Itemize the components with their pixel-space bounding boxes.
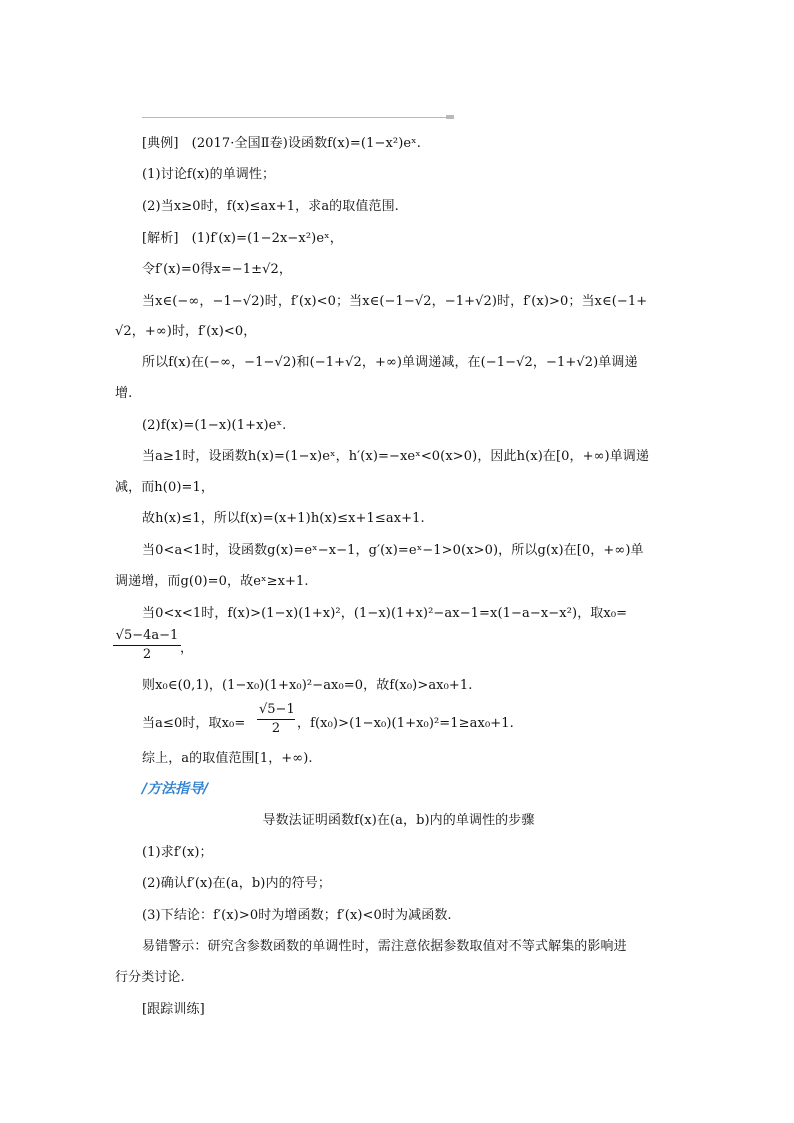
solution-line-10: 故h(x)≤1，所以f(x)=(x+1)h(x)≤x+1≤ax+1. (142, 511, 425, 526)
solution-line-1: [解析] (1)f′(x)=(1−2x−x²)eˣ， (142, 231, 343, 246)
fraction-x0-b (257, 701, 295, 738)
method-step-1: (1)求f′(x)； (142, 845, 213, 860)
solution-line-5: 所以f(x)在(−∞，−1−√2)和(−1+√2，+∞)单调递减，在(−1−√2，−1+√2)单调递 (142, 355, 638, 370)
example-line: [典例] (2017·全国Ⅱ卷)设函数f(x)=(1−x²)eˣ. (142, 136, 422, 151)
method-title: 导数法证明函数f(x)在(a，b)内的单调性的步骤 (262, 813, 535, 828)
warning-line-1: 易错警示：研究含参数函数的单调性时，需注意依据参数取值对不等式解集的影响进 (142, 939, 627, 954)
fraction-denominator: 2 (271, 721, 281, 736)
solution-line-6: 增. (115, 386, 133, 401)
warning-line-2: 行分类讨论. (115, 970, 185, 985)
method-heading: /方法指导/ (142, 781, 209, 797)
solution-line-9: 减，而h(0)=1， (115, 480, 214, 495)
solution-line-2: 令f′(x)=0得x=−1±√2， (142, 262, 292, 277)
solution-line-13: 当0<x<1时，f(x)>(1−x)(1+x)²，(1−x)(1+x)²−ax−1=x(1−a−x−x²)，取x₀= (142, 606, 628, 621)
question-2: (2)当x≥0时，f(x)≤ax+1，求a的取值范围. (142, 199, 399, 214)
fraction-x0-a (113, 627, 181, 664)
top-divider-end (446, 115, 454, 119)
solution-line-8: 当a≥1时，设函数h(x)=(1−x)eˣ，h′(x)=−xeˣ<0(x>0)，因此h(x)在[0，+∞)单调递 (142, 449, 650, 464)
question-1: (1)讨论f(x)的单调性； (142, 167, 276, 182)
fraction-numerator: √5−4a−1 (113, 627, 181, 646)
fraction-numerator: √5−1 (257, 701, 295, 720)
solution-line-12: 调递增，而g(0)=0，故eˣ≥x+1. (115, 574, 309, 589)
practice-label: [跟踪训练] (142, 1002, 205, 1017)
solution-line-15: 则x₀∈(0,1)，(1−x₀)(1+x₀)²−ax₀=0，故f(x₀)>ax₀+1. (142, 678, 473, 693)
solution-line-11: 当0<a<1时，设函数g(x)=eˣ−x−1，g′(x)=eˣ−1>0(x>0)，所以g(x)在[0，+∞)单 (142, 543, 644, 558)
method-step-3: (3)下结论：f′(x)>0时为增函数；f′(x)<0时为减函数. (142, 908, 452, 923)
method-step-2: (2)确认f′(x)在(a，b)内的符号； (142, 876, 331, 891)
solution-line-4: √2，+∞)时，f′(x)<0， (115, 324, 257, 339)
fraction-comma: ， (180, 641, 194, 656)
fraction-denominator: 2 (142, 647, 152, 662)
solution-line-3: 当x∈(−∞，−1−√2)时，f′(x)<0；当x∈(−1−√2，−1+√2)时，f′(x)>0；当x∈(−1+ (142, 294, 648, 309)
solution-line-7: (2)f(x)=(1−x)(1+x)eˣ. (142, 418, 287, 433)
top-divider (142, 117, 446, 118)
solution-line-16-prefix: 当a≤0时，取x₀= (142, 716, 246, 731)
solution-line-17: 综上，a的取值范围[1，+∞). (142, 751, 313, 766)
solution-line-16-suffix: ，f(x₀)>(1−x₀)(1+x₀)²=1≥ax₀+1. (297, 716, 514, 731)
